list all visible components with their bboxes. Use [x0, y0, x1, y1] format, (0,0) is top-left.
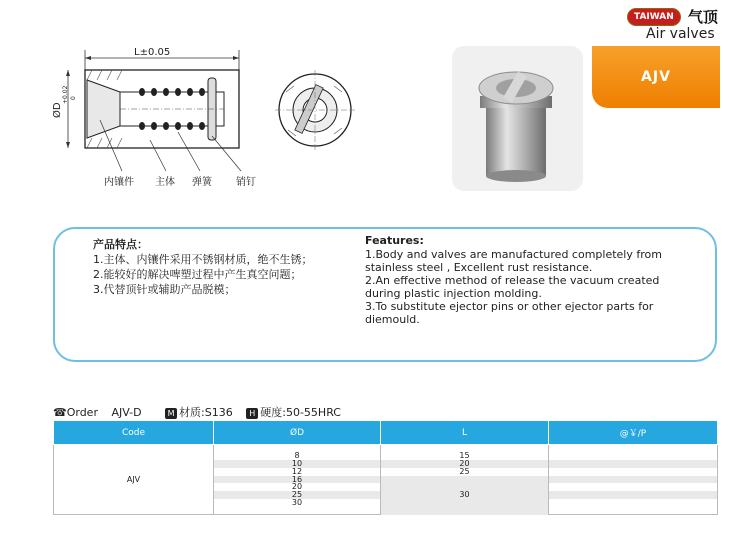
hardness-spec: 硬度:50-55HRC: [260, 406, 341, 419]
d-cell: 12: [214, 468, 381, 476]
header-price: @￥/P: [549, 421, 718, 445]
price-cell: [549, 491, 718, 499]
length-dimension-label: L±0.05: [134, 47, 171, 58]
price-table: [53, 420, 718, 515]
features-cn-title: 产品特点：: [93, 238, 148, 251]
order-info: [53, 404, 341, 420]
brand-logo: [627, 6, 718, 26]
l-cell-merged: 30: [381, 476, 549, 515]
order-label: Order: [66, 406, 98, 419]
code-cell: AJV: [54, 445, 214, 515]
price-cell: [549, 507, 718, 515]
label-spring: 弹簧: [192, 177, 212, 188]
features-cn-line-2: 2.能较好的解决啤塑过程中产生真空问题；: [93, 268, 302, 281]
product-photo: [452, 46, 583, 191]
features-cn-line-3: 3.代替顶针或辅助产品脱模；: [93, 283, 236, 296]
d-cell: 30: [214, 499, 381, 507]
diameter-dimension-label: ØD: [52, 102, 63, 118]
product-code-tab: AJV: [592, 46, 720, 108]
hardness-icon: H: [246, 408, 258, 419]
header-length: L: [381, 421, 549, 445]
price-cell: [549, 468, 718, 476]
brand-badge: TAIWAN: [627, 8, 681, 26]
features-cn-line-1: 1.主体、内镶件采用不锈钢材质，绝不生锈；: [93, 253, 313, 266]
label-body: 主体: [155, 177, 175, 188]
table-row: [54, 445, 718, 453]
d-cell: 25: [214, 491, 381, 499]
d-cell: 16: [214, 476, 381, 484]
brand-title-cn: 气顶: [687, 8, 718, 26]
l-cell: 20: [381, 460, 549, 468]
price-cell: [549, 445, 718, 453]
l-cell: 25: [381, 468, 549, 476]
d-cell: 20: [214, 483, 381, 491]
air-valve-illustration: [452, 46, 583, 191]
l-cell: 15: [381, 452, 549, 460]
material-spec: 材质:S136: [179, 406, 233, 419]
features-en-item-3: 3.To substitute ejector pins or other ejector parts for diemould.: [365, 300, 654, 326]
phone-icon: ☎: [53, 406, 67, 419]
label-pin: 销钉: [236, 177, 256, 188]
features-en-title: Features:: [365, 234, 424, 247]
d-cell: 8: [214, 452, 381, 460]
d-cell: [214, 507, 381, 515]
material-icon: M: [165, 408, 177, 419]
diameter-tolerance-lower: 0: [70, 96, 77, 100]
d-cell: 10: [214, 460, 381, 468]
price-cell: [549, 476, 718, 484]
price-cell: [549, 452, 718, 460]
label-insert: 内镶件: [104, 177, 134, 188]
table-header-row: [54, 421, 718, 445]
price-cell: [549, 460, 718, 468]
price-cell: [549, 483, 718, 491]
order-code: AJV-D: [111, 406, 142, 419]
technical-drawing: [40, 40, 370, 190]
header-diameter: ØD: [214, 421, 381, 445]
page-subtitle: Air valves: [646, 26, 715, 42]
header-code: Code: [54, 421, 214, 445]
features-en-item-1: 1.Body and valves are manufactured completely from stainless steel , Excellent rust resistance.: [365, 248, 662, 274]
features-en-item-2: 2.An effective method of release the vacuum created during plastic injection molding.: [365, 274, 660, 300]
diameter-tolerance-upper: +0.02: [62, 85, 69, 104]
price-cell: [549, 499, 718, 507]
